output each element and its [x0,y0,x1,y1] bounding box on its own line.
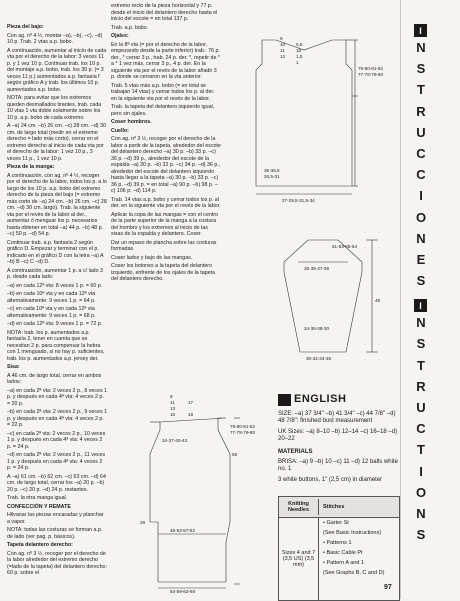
sleeve-diagram [262,232,402,372]
paragraph: A 46 cm. de largo total, cerrar en ambos lados: [7,372,102,385]
paragraph: A continuación, aumentar al inicio de cada vta por el derecho de la labor: 3 veces 11 p. y 1 vez 10 p. Continuar trab. los 10 p. del montaje a.p. bobo, trab. los 30 p. (= 3 veces 11 p.) aumentados a.p. fantasía f según gráfico A y trab. los últimos 10 p. aumentados a.p. bobo. [7,47,107,93]
rail-letters-english [407,312,435,545]
paragraph: –b) en cada 2ª vta: 2 veces 2 p., 9 veces 1 p. y después en cada 4ª vta: 4 veces 2 p. = 22 p. [7,409,108,428]
rail-letter: O [415,209,427,225]
back-top-label-2: 10 [280,42,286,47]
section-heading: Tapeta delantero derecho: [7,542,73,548]
paragraph: Trab. 5 vtas más a.p. bobo (= en total se trabajan 14 vtas) y cerrar todos los p. al der. en la siguiente vta por el revés de la labor. [111,82,215,102]
front-bottom-label: 54-59-63-68 [170,589,196,594]
stitches-col-header: Stitches [323,504,345,510]
rail-letter: U [416,400,426,415]
rail-letter: S [416,527,426,543]
rail-letter: C [416,145,426,161]
paragraph: Trab. a.p. bobo. [111,24,149,31]
english-materials: BRISA: –a) 9 –b) 10 –c) 11 –d) 12 balls white no. 1 [278,459,398,473]
back-side-label-3: 1,5 [296,54,303,59]
front-right-label-1: 79-80-81-82 [230,424,256,429]
back-top-label-3: 11 [280,48,285,53]
english-header [278,394,398,406]
stitch-item: • Pattern A and 1 [323,560,365,566]
rail-letter: O [415,484,427,500]
back-diagram [228,36,400,226]
rail-letter: N [416,315,426,331]
paragraph: –a) en cada 2ª vta: 2 veces 2 p., 8 veces 1 p. y después en cada 4ª vta: 4 veces 2 p. = 20 p. [7,387,108,407]
paragraph: Con ag. nº 3 ½, recoger por el derecho de la labor a partir de la tapeta, alrededor del escote del delantero derecho –a) 30 p. –b) 33 p. –c) 36 p. –d) 39 p., alrededor del escote de la espalda –a) 30 p. –b) 32 p. –c) 34 p. –d) 36 p., alrededor del escote del delantero izquierdo hasta llegar a la tapeta –a) 30 p. –b) 33 p. –c) 36 p. –d) 39 p. = en total –a) 90 p. –b) 98 p. –c) 106 p. –d) 114 p. [111,136,221,194]
section-heading: Coser hombros. [111,119,152,125]
paragraph: A continuación, con ag. nº 4 ½, recoger por el derecho de la labor, todos los p. a lo largo de los 10 p. a.p. bobo del extremo derecho de la pieza del bajo (= extremo más corto de –a) 24 cm. –b) 26 cm. –c) 28 cm. –d) 30 cm. largo). Trab. la siguiente vta por el revés de la labor al der., aumentar ó menguar los p. necesarios hasta obtener en total –a) 44 p. –b) 48 p. –c) 50 p. –d) 54 p. [7,172,107,237]
sleeve-outline [284,240,362,352]
back-top-label-4: 12 [280,54,286,59]
paragraph: Trab. la tapeta del delantero izquierdo igual, pero sin ojales. [111,104,215,117]
paragraph: Dar un repaso de plancha sobre las costuras formadas. [111,239,217,252]
needles-table [278,496,400,601]
english-buttons: 3 white buttons, 1" (2,5 cm) in diameter [278,476,383,483]
section-heading: Ojales: [111,33,129,39]
rail-letter: R [416,103,426,119]
spanish-column-2 [111,3,221,285]
rail-letters-spanish [407,37,435,291]
paragraph: En la 8ª vta (= por el derecho de la labor, empezando desde la parte inferior) trab.: 76 p. der., * cerrar 3 p., trab. 24 p. der. *, repetir de * a * 1 vez más, cerrar 3 p., 4 p. der. En la siguiente vta por el revés de la labor añadir 3 p. donde se cerraron en la vta anterior. [111,41,220,80]
paragraph: Aplicar la copa de las mangas = con el centro de la parte superior de la manga a la costura del hombro y los extremos al inicio de las sisas de la espalda y delantero. Coser. [111,211,219,237]
front-left-mark: 29 [140,520,146,525]
paragraph: Trab. 14 vtas a.p. bobo y cerrar todos los p. al der. en la siguiente vta por el revés de la labor. [111,196,221,209]
paragraph: Con ag. nº 4 ½, montar –a), –b), –c), –d) 10 p. Trab. 2 vtas a.p. bobo. [7,32,103,45]
front-top-label-1: 9 [170,394,173,399]
paragraph: Con ag. nº 3 ½, recoger por el derecho de la labor alrededor del extremo derecho (=lado de la tapeta) del delantero derecho: 60 p. sobre el [7,550,107,576]
front-inner-label: 48-53-57-62 [170,528,196,533]
front-diagram [130,394,278,594]
stitch-item: (See Graphs B, C and D) [323,570,385,576]
paragraph: NOTA: para evitar que los extremos queden desmallados tirantes, trab. cada 10 vtas 1 vta doble solamente sobre los 10 p. a.p. bobo de cada extremo. [7,95,102,121]
back-armhole-label-2: 26,5-31 [264,174,280,179]
rail-letter: N [416,230,426,246]
section-heading: Cuello: [111,127,129,134]
stitch-item: • Garter St [323,520,349,526]
paragraph: –b) en cada 10ª vta y en cada 12ª vta alternativamente: 9 veces 1 p. = 64 p. [7,291,96,304]
section-heading: Pieza de la manga: [7,164,55,170]
back-top-label-1: 9 [280,36,283,41]
needle-sizes: Sizes 4 and 7 (3,5 US) (3,5 mm) [279,518,319,600]
rail-letter: S [416,61,426,77]
paragraph: A –a) 24 cm. –b) 26 cm. –c) 28 cm. –d) 30 cm. de largo total (medir en el extremo derecho = lado más corto), cerrar en el extremo derecho al inicio de cada vta por el derecho de la labor: 1 vez 10 p., 3 veces 11 p., 1 vez 10 p. [7,123,106,162]
needles-col-header: Knitting Needles [279,499,319,515]
front-side-mark: 58 [232,452,238,457]
rail-letter: R [416,378,426,394]
rail-letter: C [416,167,426,183]
section-heading: Pieza del bajo: [7,24,44,30]
paragraph: A –a) 61 cm. –b) 62 cm. –c) 63 cm. –d) 64 cm. de largo total, cerrar los –a) 20 p. –b) 20 p. –c) 20 p. –d) 24 p. restantes. [7,473,106,493]
needles-table-row [279,518,399,600]
back-side-label-4: 1 [296,60,299,65]
paragraph: NOTA: todas las costuras se forman a.p. de lado (ver pag. p. básicos). [7,527,103,540]
section-heading: Sisa: [7,364,20,370]
back-armhole-label-1: 36-36,5 [264,168,280,173]
back-right-label-2: 77-78-79-80 [358,72,384,77]
rail-letter: S [416,273,426,289]
rail-marker-bottom: I [414,299,427,312]
sleeve-top-label: 61-63-65-64 [332,244,358,249]
rail-letter: I [419,463,423,479]
paragraph: –d) en cada 2ª vta: 2 veces 2 p., 11 veces 1 p. y después en cada 4ª vta: 4 veces 2 p. = 24 p. [7,452,106,471]
english-uk-sizes: UK Sizes: –a) 8–10 –b) 12–14 –c) 16–18 –d) 20–22 [278,428,398,443]
rail-letter: N [416,505,426,521]
english-size: SIZE: –a) 37 3/4" –b) 41 3/4" –c) 44 7/8" –d) 48 7/8": finished bust measurement [278,411,396,425]
front-top-label-4: 16 [170,412,176,417]
paragraph: –d) en cada 12ª vta: 9 veces 1 p. = 72 p. [7,321,103,327]
rail-letter: E [416,251,426,267]
paragraph: Trab. la otra manga igual. [7,495,68,501]
paragraph: Coser los botones a la tapeta del delantero izquierdo, enfrente de los ojales de la tapeta del delantero derecho. [111,263,215,282]
paragraph: Continuar trab. a.p. fantasía 2 según gráfico D. Empezar y terminar con el p. indicado en el gráfico D con la letra –a) A –b) B –c) C –d) D. [7,239,104,265]
rail-marker-top: I [414,24,427,37]
instructions-rail [407,24,435,594]
front-top-label-3: 13 [170,406,176,411]
front-top-label-2: 11 [170,400,175,405]
front-right-label-2: 77-78-79-80 [230,430,256,435]
stitch-item: (See Basic Instructions) [323,530,382,536]
back-right-label-1: 79-80-81-82 [358,66,384,71]
paragraph: extremo recto de la pieza horizontal y 77 p. desde el inicio del delantero derecho hasta el inicio del escote = en total 137 p. [111,3,218,22]
paragraph: Hilvanar las piezas encaradas y planchar a vapor. [7,512,104,525]
paragraph: –a) en cada 12ª vta: 8 veces 1 p. = 60 p. [7,282,103,289]
stitch-item: • Patterns 1 [323,540,352,546]
needles-table-header [279,497,399,518]
rail-letter: N [416,40,426,55]
rail-letter: T [417,357,425,373]
section-heading: CONFECCIÓN Y REMATE [7,503,71,510]
rail-letter: T [417,442,425,458]
english-section [278,394,398,487]
paragraph: NOTA: trab. los p. aumentados a.p. fantasía 2, tener en cuenta que se necesitan 2 p. para compensar la hebra con 1 menguado, si no hay p. suficientes, trab. los p. aumentados a.p. jersey der. [7,329,105,362]
sleeve-side-label: 46 [375,298,381,303]
rail-letter: S [416,336,426,352]
rail-letter: U [416,124,426,140]
rail-letter: C [416,421,426,437]
page-number: 97 [384,584,392,591]
sleeve-bottom-label: 30-32-34-36 [306,356,332,361]
english-marker [278,394,291,406]
spanish-column-1 [7,24,107,579]
sleeve-mid-label: 35-35-37-39 [304,266,330,271]
back-outline [256,40,352,186]
paragraph: –c) en cada 10ª vta y en cada 12ª vta alternativamente: 9 veces 1 p. = 68 p. [7,306,96,319]
paragraph: A continuación, aumentar 1 p. a c/ lado 3 p. desde cada lado: [7,267,103,280]
back-side-label-1: 0,5 [296,42,303,47]
english-title: ENGLISH [294,393,347,406]
front-side-label-2: 18 [188,412,194,417]
rail-letter: T [417,82,425,98]
paragraph: Coser lados y bajo de las mangas. [111,254,193,261]
sleeve-low-label: 34-36-38-30 [304,326,330,331]
stitch-item: • Basic Cable Pt [323,550,363,556]
rail-letter: I [419,188,423,204]
back-side-label-2: 15 [296,48,302,53]
english-materials-title: MATERIALS [278,448,313,455]
front-side-label-1: 17 [188,400,194,405]
front-center-label: 34-37-40-43 [162,438,188,443]
back-width-label: 27-29,5-31,5-34 [282,198,315,203]
paragraph: –c) en cada 2ª vta: 2 veces 2 p., 10 veces 1 p. y después en cada 4ª vta: 4 veces 2 p. = 24 p. [7,430,106,450]
